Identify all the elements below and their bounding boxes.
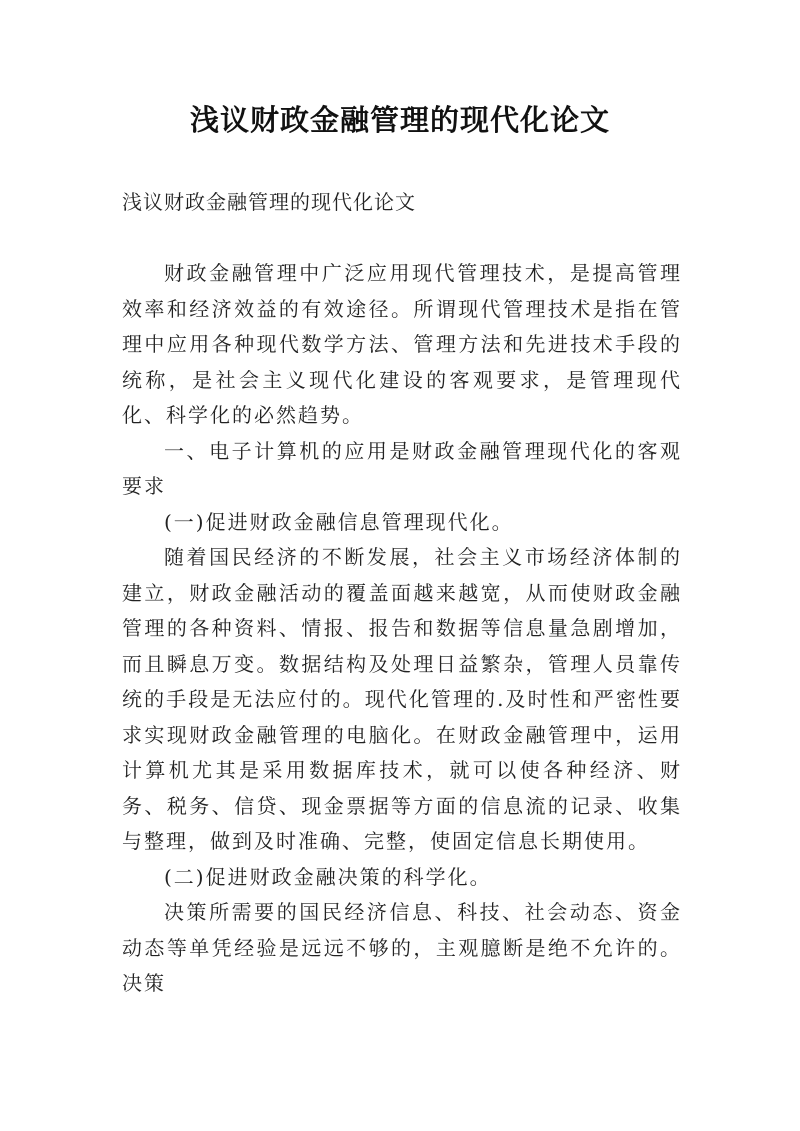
document-body: [122, 256, 682, 1002]
subsection-heading-2: (二)促进财政金融决策的科学化。: [164, 864, 492, 889]
section-heading-1: 一、电子计算机的应用是财政金融管理现代化的客观要求: [122, 438, 682, 498]
paragraph-information-management: 随着国民经济的不断发展，社会主义市场经济体制的建立，财政金融活动的覆盖面越来越宽，从而使财政金融管理的各种资料、情报、报告和数据等信息量急剧增加，而且瞬息万变。数据结构及处理日益繁杂，管理人员靠传统的手段是无法应付的。现代化管理的.及时性和严密性要求实现财政金融管理的电脑化。在财政金融管理中，运用计算机尤其是采用数据库技术，就可以使各种经济、财务、税务、信贷、现金票据等方面的信息流的记录、收集与整理，做到及时准确、完整，使固定信息长期使用。: [122, 545, 682, 853]
paragraph-intro: 财政金融管理中广泛应用现代管理技术，是提高管理效率和经济效益的有效途径。所谓现代管理技术是指在管理中应用各种现代数学方法、管理方法和先进技术手段的统称，是社会主义现代化建设的客观要求，是管理现代化、科学化的必然趋势。: [122, 261, 682, 427]
subsection-heading-1: (一)促进财政金融信息管理现代化。: [164, 509, 514, 534]
document-title: 浅议财政金融管理的现代化论文: [189, 103, 610, 137]
paragraph-decision-making: 决策所需要的国民经济信息、科技、社会动态、资金动态等单凭经验是远远不够的，主观臆断是绝不允许的。决策: [122, 900, 682, 995]
document-subtitle: 浅议财政金融管理的现代化论文: [122, 190, 416, 214]
